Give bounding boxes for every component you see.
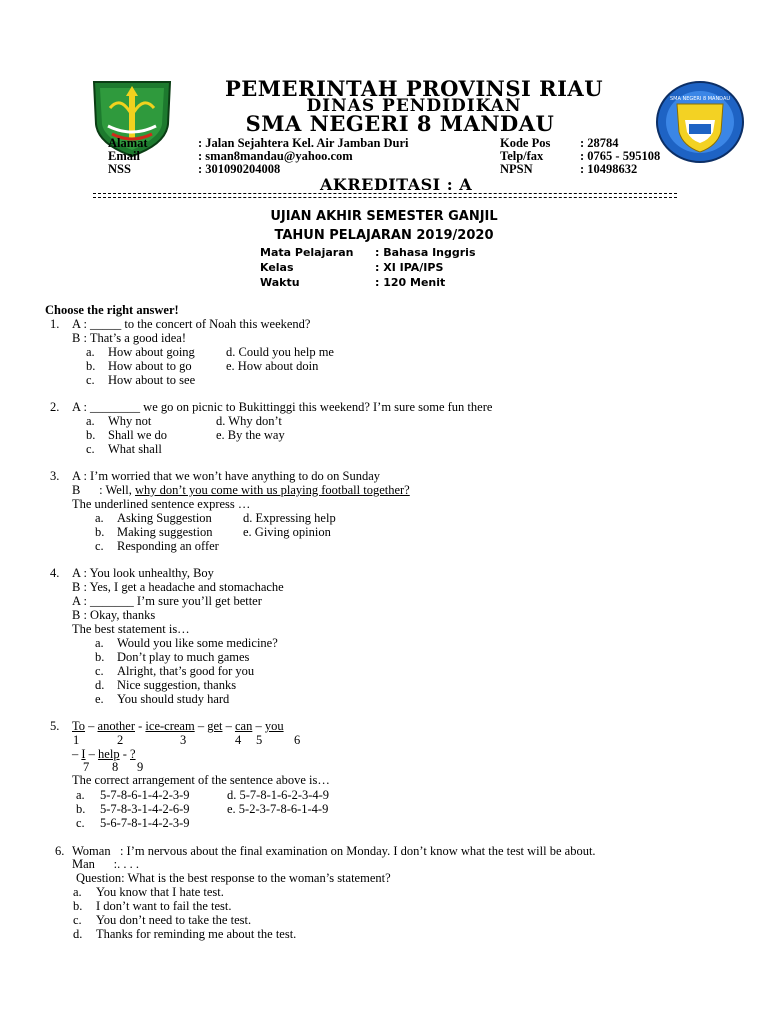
q5-stem: The correct arrangement of the sentence above is… [72,773,330,787]
waktu-value: : 120 Menit [375,276,446,289]
svg-text:SMA NEGERI 8 MANDAU: SMA NEGERI 8 MANDAU [669,96,731,102]
telp-value: : 0765 - 595108 [580,149,661,163]
q5-sep: – [197,719,205,733]
q5-word-2: another [97,719,135,733]
q4-opt-d-letter: d. [95,678,105,692]
q6-opt-a-letter: a. [73,885,82,899]
q2-line-a: A : ________ we go on picnic to Bukittinggi this weekend? I’m sure some fun there [72,400,493,414]
q1-opt-b: How about to go [108,359,192,373]
q5-opt-c-letter: c. [76,816,85,830]
q3-opt-a-letter: a. [95,511,104,525]
q5-opt-b-letter: b. [76,802,86,816]
q2-opt-c-letter: c. [86,442,95,456]
kodepos-label: Kode Pos [500,136,551,150]
alamat-value: : Jalan Sejahtera Kel. Air Jamban Duri [198,136,409,150]
kodepos-value: : 28784 [580,136,619,150]
q5-num-1: 1 [73,733,80,747]
q3-stem: The underlined sentence express … [72,497,251,511]
mapel-label: Mata Pelajaran [260,246,354,259]
q4-opt-b-letter: b. [95,650,105,664]
npsn-value: : 10498632 [580,162,638,176]
q5-number: 5. [50,719,60,733]
alamat-label: Alamat [108,136,148,150]
q5-word-5: can [234,719,253,733]
q5-word-4: get [207,719,223,733]
q6-opt-b: I don’t want to fail the test. [96,899,232,913]
q2-number: 2. [50,400,60,414]
q3-line-a: A : I’m worried that we won’t have anything to do on Sunday [72,469,381,483]
q6-opt-a: You know that I hate test. [96,885,224,899]
q3-opt-d: d. Expressing help [243,511,336,525]
q4-stem: The best statement is… [72,622,190,636]
q1-line-a: A : _____ to the concert of Noah this weekend? [72,317,311,331]
q5-word-line-2 [72,747,136,762]
q1-opt-d: d. Could you help me [226,345,334,359]
q5-sep: - [138,719,143,733]
kelas-label: Kelas [260,261,294,274]
email-label: Email [108,149,140,163]
q5-num-4: 4 [235,733,242,747]
q5-word-9: ? [130,747,136,761]
exam-title: UJIAN AKHIR SEMESTER GANJIL [270,209,498,224]
q2-opt-a: Why not [108,414,152,428]
email-value: : sman8mandau@yahoo.com [198,149,353,163]
q5-opt-d: d. 5-7-8-1-6-2-3-4-9 [227,788,330,802]
q4-line-3: A : _______ I’m sure you’ll get better [72,594,262,608]
nss-value: : 301090204008 [198,162,281,176]
nss-label: NSS [108,162,131,176]
q3-opt-b: Making suggestion [117,525,213,539]
q5-word-1: To [72,719,86,733]
q4-opt-c-letter: c. [95,664,104,678]
q1-line-b: B : That’s a good idea! [72,331,186,345]
q5-opt-a-letter: a. [76,788,85,802]
q1-number: 1. [50,317,60,331]
q6-opt-d-letter: d. [73,927,83,941]
q5-sep: - [122,747,127,761]
q3-opt-a: Asking Suggestion [117,511,212,525]
header-school-name: SMA NEGERI 8 MANDAU [245,111,555,136]
q5-opt-b: 5-7-8-3-1-4-2-6-9 [100,802,190,816]
q3-opt-c-letter: c. [95,539,104,553]
q1-opt-e: e. How about doin [226,359,319,373]
telp-label: Telp/fax [500,149,544,163]
q5-sep: – [255,719,262,733]
q1-opt-c: How about to see [108,373,196,387]
q5-sep: – [72,747,79,761]
q5-opt-a: 5-7-8-6-1-4-2-3-9 [100,788,190,802]
q3-line-b [72,483,410,498]
mapel-value: : Bahasa Inggris [375,246,476,259]
q5-sep: – [88,747,95,761]
double-divider [93,193,677,199]
akreditasi: AKREDITASI : A [320,175,473,194]
q4-line-2: B : Yes, I get a headache and stomachache [72,580,284,594]
q4-number: 4. [50,566,60,580]
q5-word-6: you [264,719,284,733]
q2-opt-e: e. By the way [216,428,285,442]
q5-num-3: 3 [180,733,187,747]
q4-opt-a-letter: a. [95,636,104,650]
q5-word-3: ice-cream [145,719,195,733]
q5-word-8: help [98,747,120,761]
q1-opt-b-letter: b. [86,359,96,373]
q6-line-man: Man :. . . . [72,857,140,871]
q4-opt-b: Don’t play to much games [117,650,250,664]
q5-opt-c: 5-6-7-8-1-4-2-3-9 [100,816,190,830]
q2-opt-b: Shall we do [108,428,168,442]
q3-opt-e: e. Giving opinion [243,525,331,539]
q1-opt-c-letter: c. [86,373,95,387]
q4-opt-e-letter: e. [95,692,104,706]
q3-opt-b-letter: b. [95,525,105,539]
q4-opt-c: Alright, that’s good for you [117,664,255,678]
q2-opt-d: d. Why don’t [216,414,282,428]
q6-opt-c-letter: c. [73,913,82,927]
q5-num-8: 8 [112,760,119,774]
npsn-label: NPSN [500,162,533,176]
q1-opt-a: How about going [108,345,195,359]
q3-number: 3. [50,469,60,483]
q4-opt-e: You should study hard [117,692,230,706]
q2-opt-a-letter: a. [86,414,95,428]
q6-stem: Question: What is the best response to the woman’s statement? [76,871,391,885]
q6-opt-d: Thanks for reminding me about the test. [96,927,297,941]
header-government: PEMERINTAH PROVINSI RIAU [224,76,604,101]
q2-opt-c: What shall [108,442,162,456]
q5-sep: – [225,719,232,733]
q5-sep: – [88,719,95,733]
q6-line-woman: Woman : I’m nervous about the final examination on Monday. I don’t know what the test will be about. [72,844,596,858]
q5-num-2: 2 [117,733,124,747]
q3-underlined-sentence: why don’t you come with us playing football together? [135,483,410,497]
q5-num-5: 5 [256,733,263,747]
q6-number: 6. [55,844,65,858]
q1-opt-a-letter: a. [86,345,95,359]
q5-word-line-1 [72,719,284,734]
q5-num-7: 7 [83,760,90,774]
instructions: Choose the right answer! [45,303,179,317]
q5-opt-e: e. 5-2-3-7-8-6-1-4-9 [227,802,329,816]
q6-opt-c: You don’t need to take the test. [96,913,252,927]
q5-num-9: 9 [137,760,144,774]
q4-line-1: A : You look unhealthy, Boy [72,566,214,580]
q5-num-6: 6 [294,733,301,747]
q3-opt-c: Responding an offer [117,539,219,553]
exam-year: TAHUN PELAJARAN 2019/2020 [274,228,494,243]
q3-line-b-prefix: B : Well, [72,483,136,497]
q4-line-4: B : Okay, thanks [72,608,156,622]
q4-opt-a: Would you like some medicine? [117,636,278,650]
q2-opt-b-letter: b. [86,428,96,442]
waktu-label: Waktu [260,276,300,289]
header-department: DINAS PENDIDIKAN [306,96,522,116]
kelas-value: : XI IPA/IPS [375,261,444,274]
q6-opt-b-letter: b. [73,899,83,913]
q5-word-7: I [81,747,86,761]
q4-opt-d: Nice suggestion, thanks [117,678,237,692]
